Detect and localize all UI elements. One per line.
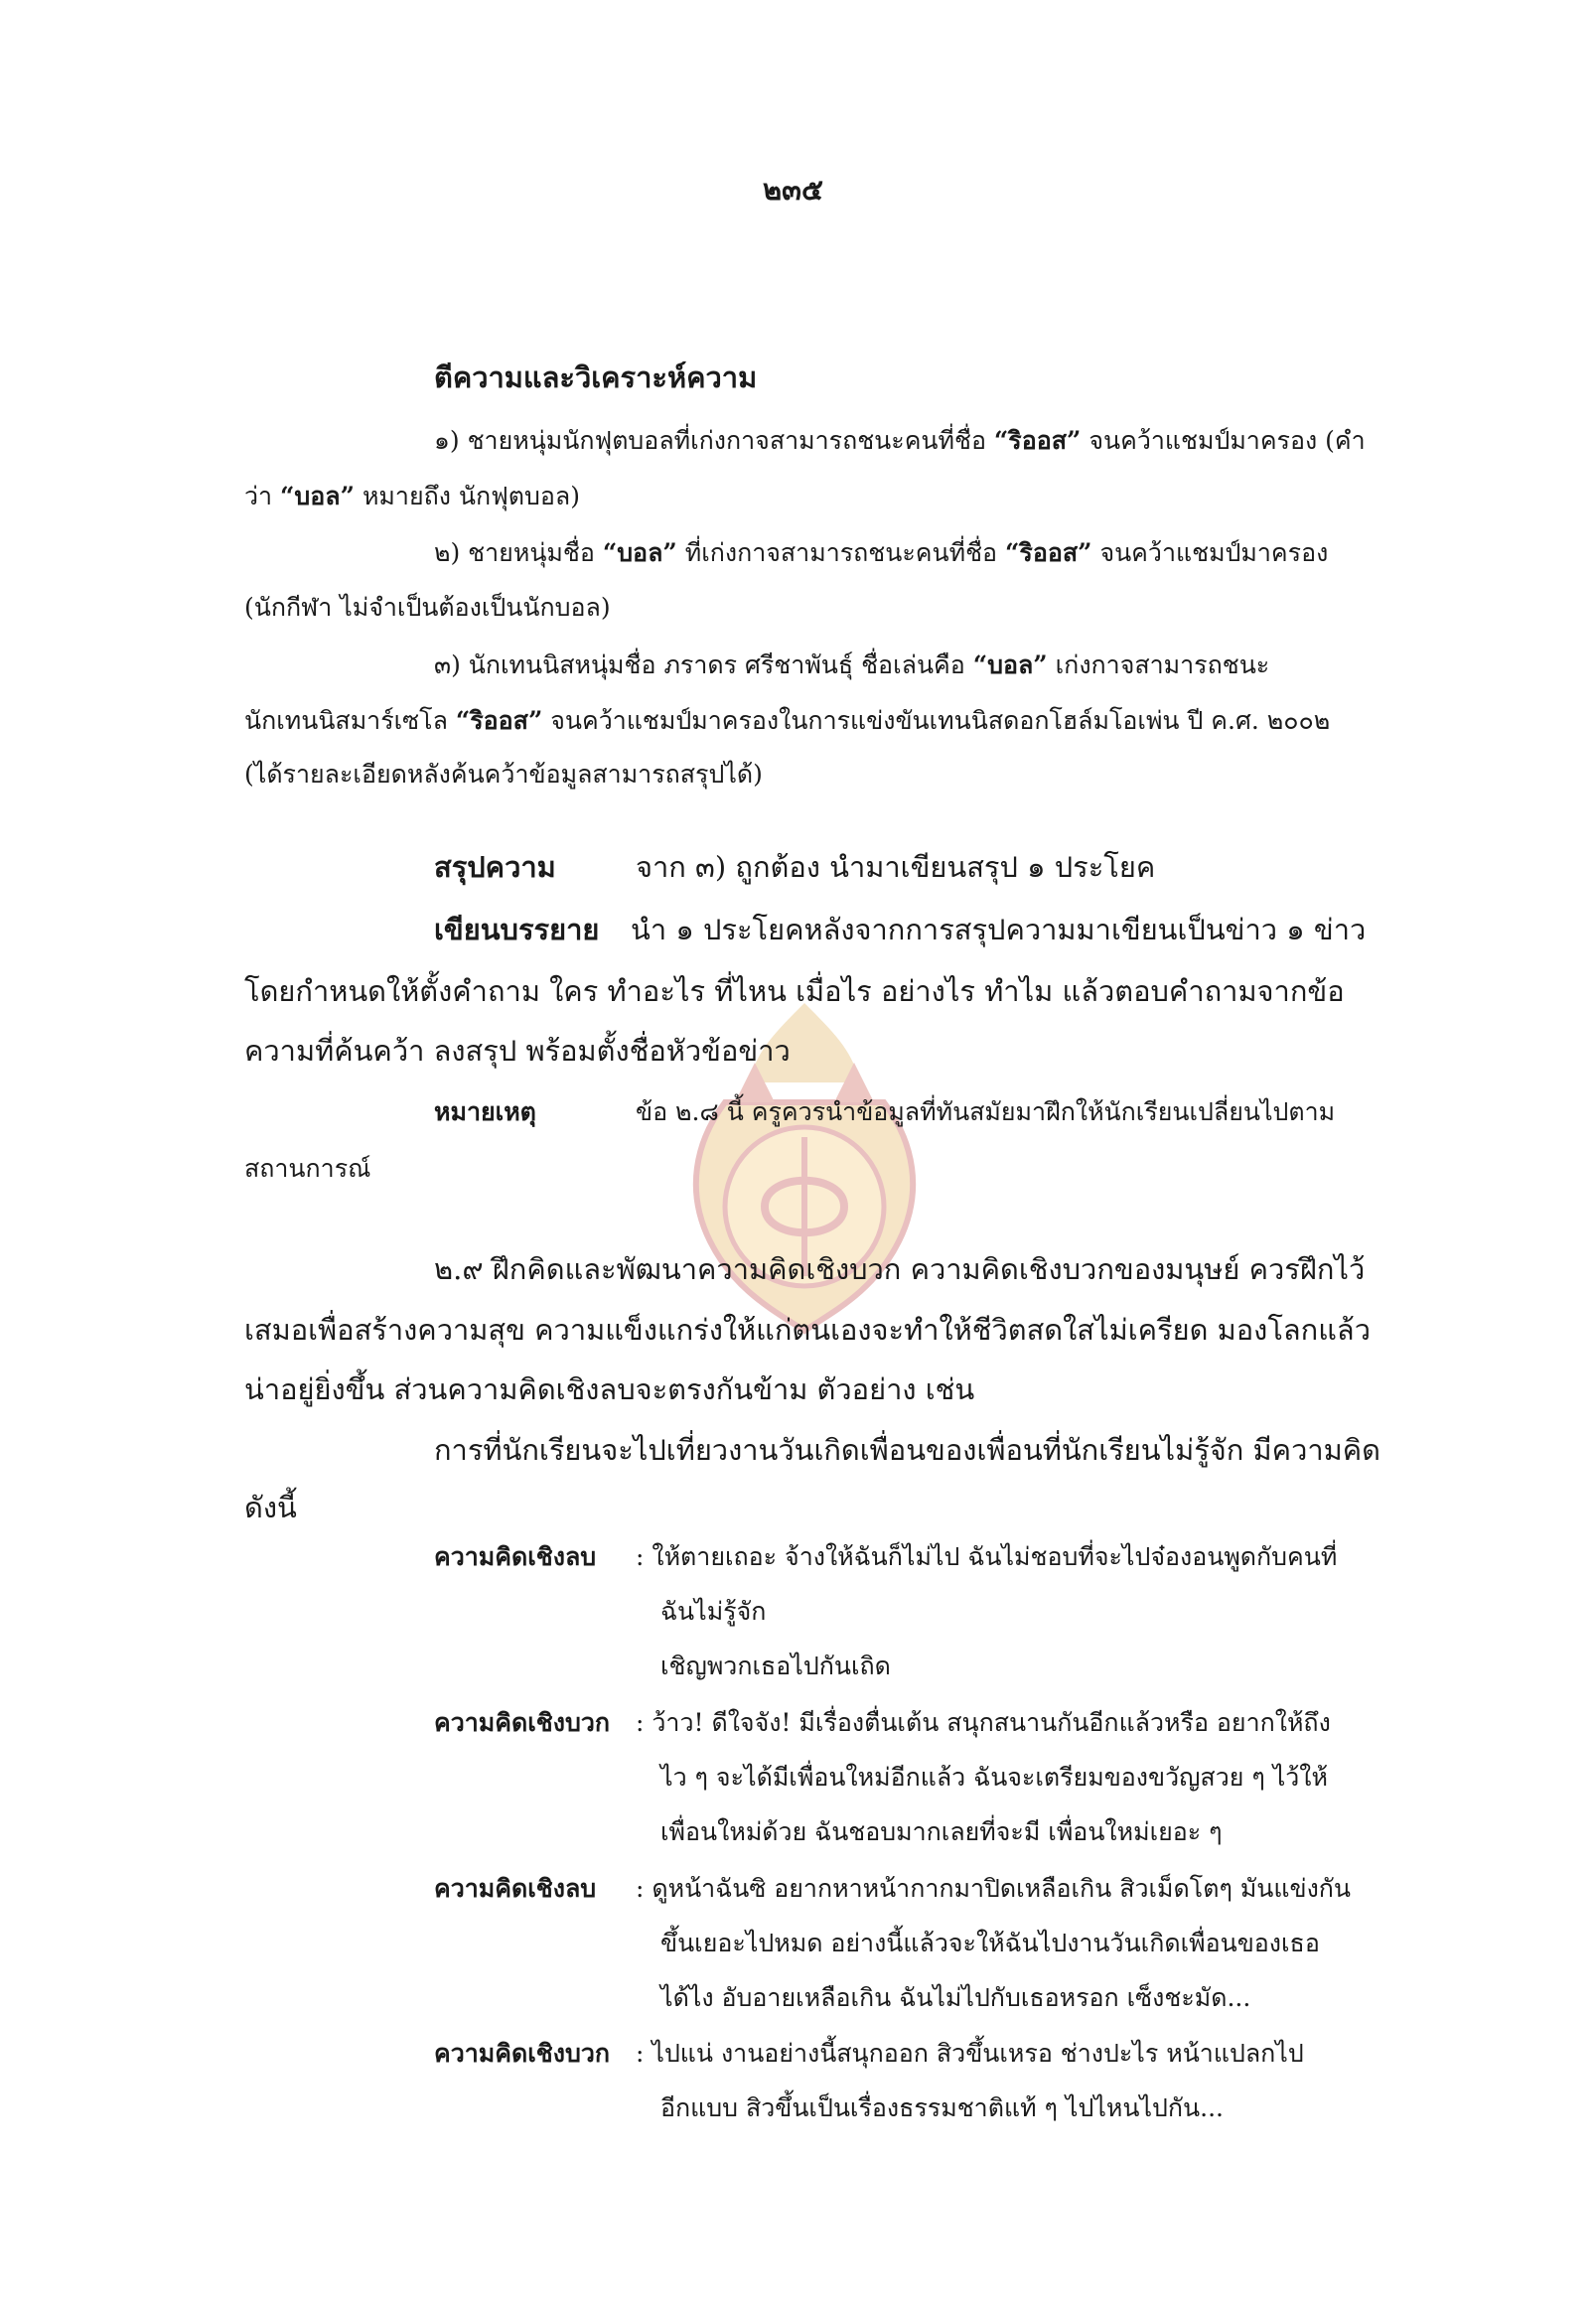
example-3-line2: ขึ้นเยอะไปหมด อย่างนี้แล้วจะให้ฉันไปงานวันเกิดเพื่อนของเธอ [660,1929,1320,1957]
narrative-line3: ความที่ค้นคว้า ลงสรุป พร้อมตั้งชื่อหัวข้อข่าว [244,1034,791,1068]
example-2-label: ความคิดเชิงบวก [434,1708,611,1737]
section-2-9-line5: ดังนี้ [244,1491,297,1524]
summary-label: สรุปความ [434,850,556,884]
example-1-line1: : ให้ตายเถอะ จ้างให้ฉันก็ไม่ไป ฉันไม่ชอบที่จะไปจ๋องอนพูดกับคนที่ [636,1542,1338,1571]
section-2-9-line1: ๒.๙ ฝึกคิดและพัฒนาความคิดเชิงบวก ความคิดเชิงบวกของมนุษย์ ควรฝึกไว้ [434,1252,1366,1286]
example-3-label: ความคิดเชิงลบ [434,1874,597,1903]
note-label: หมายเหตุ [434,1097,536,1126]
example-2-line2: ไว ๆ จะได้มีเพื่อนใหม่อีกแล้ว ฉันจะเตรียมของขวัญสวย ๆ ไว้ให้ [660,1763,1328,1792]
section-2-9-line3: น่าอยู่ยิ่งขึ้น ส่วนความคิดเชิงลบจะตรงกันข้าม ตัวอย่าง เช่น [244,1372,975,1406]
interpretation-3-line3: (ได้รายละเอียดหลังค้นคว้าข้อมูลสามารถสรุปได้) [244,760,763,789]
summary-text: จาก ๓) ถูกต้อง นำมาเขียนสรุป ๑ ประโยค [636,850,1156,884]
example-3-line1: : ดูหน้าฉันซิ อยากหาหน้ากากมาปิดเหลือเกิน สิวเม็ดโตๆ มันแข่งกัน [636,1874,1352,1903]
narrative-line2: โดยกำหนดให้ตั้งคำถาม ใคร ทำอะไร ที่ไหน เมื่อไร อย่างไร ทำไม แล้วตอบคำถามจากข้อ [244,974,1345,1008]
narrative-label: เขียนบรรยาย [434,913,600,946]
narrative-line1: นำ ๑ ประโยคหลังจากการสรุปความมาเขียนเป็นข่าว ๑ ข่าว [631,913,1367,946]
example-1-line3: เชิญพวกเธอไปกันเถิด [660,1652,891,1680]
section-2-9-line2: เสมอเพื่อสร้างความสุข ความแข็งแกร่งให้แก่ตนเองจะทำให้ชีวิตสดใสไม่เครียด มองโลกแล้ว [244,1313,1371,1347]
example-4-line1: : ไปแน่ งานอย่างนี้สนุกออก สิวขึ้นเหรอ ช่างปะไร หน้าแปลกไป [636,2039,1304,2068]
section-2-9-line4: การที่นักเรียนจะไปเที่ยวงานวันเกิดเพื่อนของเพื่อนที่นักเรียนไม่รู้จัก มีความคิด [434,1433,1380,1467]
interpretation-3-line2: นักเทนนิสมาร์เซโล “ริออส” จนคว้าแชมป์มาครองในการแข่งขันเทนนิสดอกโฮล์มโอเพ่น ปี ค.ศ. ๒๐๐๒ [244,706,1331,735]
example-1-line2: ฉันไม่รู้จัก [660,1597,767,1626]
example-2-line3: เพื่อนใหม่ด้วย ฉันชอบมากเลยที่จะมี เพื่อนใหม่เยอะ ๆ [660,1817,1223,1846]
interpretation-1-line2: ว่า “บอล” หมายถึง นักฟุตบอล) [244,482,581,510]
example-2-line1: : ว้าว! ดีใจจัง! มีเรื่องตื่นเต้น สนุกสนานกันอีกแล้วหรือ อยากให้ถึง [636,1708,1331,1737]
page-number: ๒๓๕ [763,173,823,207]
note-line2: สถานการณ์ [244,1154,371,1183]
interpretation-1-line1: ๑) ชายหนุ่มนักฟุตบอลที่เก่งกาจสามารถชนะคนที่ชื่อ “ริออส” จนคว้าแชมป์มาครอง (คำ [434,426,1366,455]
example-4-label: ความคิดเชิงบวก [434,2039,611,2068]
example-4-line2: อีกแบบ สิวขึ้นเป็นเรื่องธรรมชาติแท้ ๆ ไปไหนไปกัน... [660,2093,1224,2122]
note-line1: ข้อ ๒.๘ นี้ ครูควรนำข้อมูลที่ทันสมัยมาฝึกให้นักเรียนเปลี่ยนไปตาม [636,1097,1336,1126]
interpretation-3-line1: ๓) นักเทนนิสหนุ่มชื่อ ภราดร ศรีชาพันธุ์ ชื่อเล่นคือ “บอล” เก่งกาจสามารถชนะ [434,650,1270,679]
interpretation-2-line2: (นักกีฬา ไม่จำเป็นต้องเป็นนักบอล) [244,593,611,622]
section-heading: ตีความและวิเคราะห์ความ [434,360,758,394]
interpretation-2-line1: ๒) ชายหนุ่มชื่อ “บอล” ที่เก่งกาจสามารถชนะคนที่ชื่อ “ริออส” จนคว้าแชมป์มาครอง [434,538,1329,567]
example-1-label: ความคิดเชิงลบ [434,1542,597,1571]
example-3-line3: ได้ไง อับอายเหลือเกิน ฉันไม่ไปกับเธอหรอก เซ็งชะมัด... [660,1983,1251,2012]
